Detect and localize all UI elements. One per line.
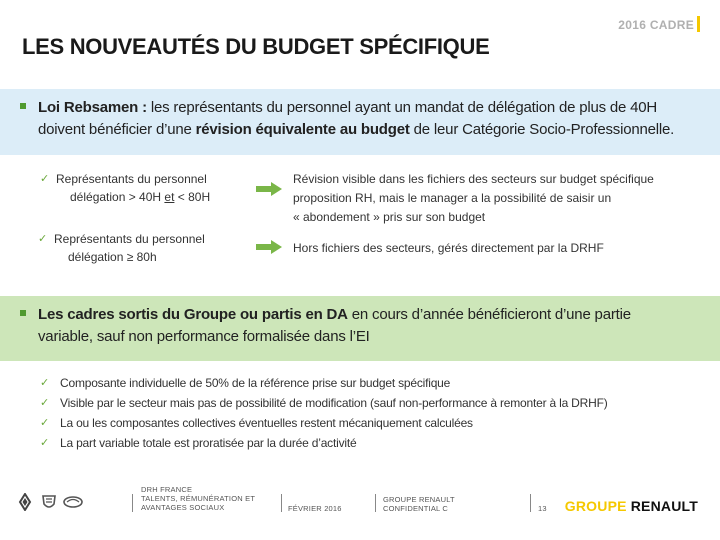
label-line (56, 190, 210, 204)
cadres-band (0, 296, 720, 361)
list-item (40, 373, 608, 393)
list-item-text: La part variable totale est proratisée par la durée d’activité (60, 436, 357, 450)
footer-date: FÉVRIER 2016 (288, 504, 342, 513)
desc-line: Hors fichiers des secteurs, gérés directement par la DRHF (293, 241, 604, 255)
check-icon: ✓ (40, 377, 50, 389)
footer-divider (132, 494, 133, 512)
rebsamen-emphasis: révision équivalente au budget (195, 121, 410, 138)
footer-line: DRH FRANCE (141, 485, 193, 494)
year-tag: 2016 CADRE (618, 18, 694, 32)
renault-diamond-icon (16, 493, 34, 511)
list-item (40, 393, 608, 413)
list-item (40, 413, 608, 433)
footer-divider (530, 494, 531, 512)
desc-line: « abondement » pris sur son budget (293, 210, 486, 224)
delegation-label-2 (54, 230, 205, 266)
label-underlined: et (164, 190, 175, 204)
conditions-list (40, 373, 608, 453)
check-icon: ✓ (40, 173, 50, 185)
delegation-desc-1 (293, 170, 654, 227)
arrow-right-icon (256, 182, 282, 196)
groupe-renault-logo (565, 498, 698, 514)
samsung-logo-icon (62, 493, 84, 511)
rebsamen-line2-post: de leur Catégorie Socio-Professionnelle. (409, 121, 675, 138)
label-part: délégation > 40H (70, 190, 165, 204)
cadres-text (38, 304, 712, 348)
rebsamen-line2-pre: doivent bénéficier d’une (38, 121, 196, 138)
square-bullet-icon (20, 310, 26, 316)
rebsamen-line1: les représentants du personnel ayant un mandat de délégation de plus de 40H (146, 99, 658, 116)
cadres-heading: Les cadres sortis du Groupe ou partis en DA (38, 306, 348, 323)
footer-divider (375, 494, 376, 512)
check-icon: ✓ (40, 417, 50, 429)
rebsamen-band (0, 89, 720, 155)
brand-word: GROUPE (564, 498, 627, 514)
footer-divider (281, 494, 282, 512)
page-number: 13 (538, 504, 547, 513)
footer-line: CONFIDENTIAL C (383, 504, 449, 513)
cadres-line2: variable, sauf non performance formalisée dans l’EI (38, 328, 370, 345)
check-icon: ✓ (38, 233, 48, 245)
square-bullet-icon (20, 103, 26, 109)
desc-line: proposition RH, mais le manager a la possibilité de saisir un (293, 191, 612, 205)
brand-word: RENAULT (626, 498, 698, 514)
footer-department (141, 485, 255, 512)
list-item (40, 433, 608, 453)
list-item-text: Composante individuelle de 50% de la référence prise sur budget spécifique (60, 376, 451, 390)
delegation-desc-2 (293, 239, 604, 258)
label-line: Représentants du personnel (56, 172, 207, 186)
check-icon: ✓ (40, 437, 50, 449)
label-line: délégation ≥ 80h (68, 250, 157, 264)
check-icon: ✓ (40, 397, 50, 409)
label-part: < 80H (174, 190, 211, 204)
delegation-row-2 (0, 230, 720, 270)
label-line: Représentants du personnel (54, 232, 205, 246)
rebsamen-text (38, 97, 712, 141)
list-item-text: La ou les composantes collectives éventuelles restent mécaniquement calculées (60, 416, 473, 430)
footer (0, 482, 720, 522)
dacia-shield-icon (40, 493, 58, 511)
footer-line: GROUPE RENAULT (383, 495, 455, 504)
footer-line: TALENTS, RÉMUNÉRATION ET (141, 494, 256, 503)
list-item-text: Visible par le secteur mais pas de possibilité de modification (sauf non-performance à remonter à la DRHF) (60, 396, 608, 410)
page-title: LES NOUVEAUTÉS DU BUDGET SPÉCIFIQUE (22, 34, 490, 59)
arrow-right-icon (256, 240, 282, 254)
accent-bar (697, 16, 700, 32)
delegation-label-1 (56, 170, 210, 206)
footer-confidentiality (383, 495, 455, 513)
rebsamen-heading: Loi Rebsamen : (38, 99, 147, 116)
footer-line: AVANTAGES SOCIAUX (141, 503, 225, 512)
cadres-line1: en cours d’année bénéficieront d’une partie (347, 306, 631, 323)
delegation-row-1 (0, 170, 720, 226)
desc-line: Révision visible dans les fichiers des secteurs sur budget spécifique (293, 172, 654, 186)
